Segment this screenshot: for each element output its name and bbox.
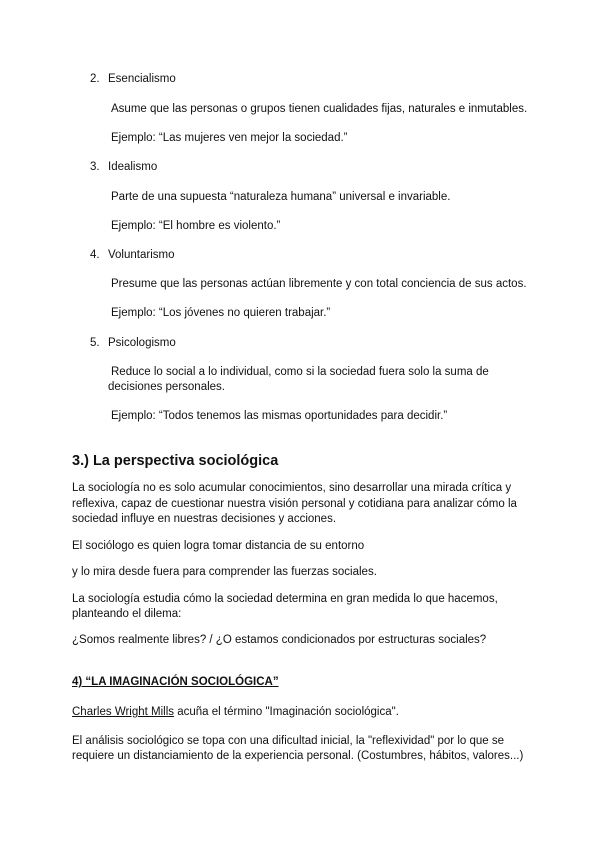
paragraph-line: sociedad influye en nuestras decisiones y acciones. [72, 513, 337, 525]
section-heading: 4) “LA IMAGINACIÓN SOCIOLÓGICA” [72, 676, 279, 688]
author-text: acuña el término "Imaginación sociológica". [174, 706, 399, 718]
list-item-example: Ejemplo: “Las mujeres ven mejor la sociedad.” [111, 132, 348, 144]
list-item-description: Reduce lo social a lo individual, como si la sociedad fuera solo la suma de [111, 366, 489, 378]
author-name: Charles Wright Mills [72, 706, 175, 718]
list-number: 2. [90, 73, 100, 85]
paragraph: y lo mira desde fuera para comprender las fuerzas sociales. [72, 566, 377, 578]
paragraph-line: La sociología estudia cómo la sociedad determina en gran medida lo que hacemos, [72, 593, 498, 605]
paragraph-line: requiere un distanciamiento de la experiencia personal. (Costumbres, hábitos, valores...) [72, 750, 524, 762]
list-number: 5. [90, 337, 100, 349]
paragraph-line: reflexiva, capaz de cuestionar nuestra visión personal y cotidiana para analizar cómo la [72, 498, 517, 510]
question-paragraph: ¿Somos realmente libres? / ¿O estamos condicionados por estructuras sociales? [72, 634, 487, 646]
list-item-example: Ejemplo: “Los jóvenes no quieren trabajar.” [111, 307, 331, 319]
author-paragraph [72, 704, 399, 720]
paragraph-line: La sociología no es solo acumular conocimientos, sino desarrollar una mirada crítica y [72, 482, 512, 494]
paragraph-line: planteando el dilema: [72, 608, 182, 620]
list-number: 4. [90, 249, 100, 261]
list-item-example: Ejemplo: “Todos tenemos las mismas oportunidades para decidir.” [111, 410, 448, 422]
list-number: 3. [90, 161, 100, 173]
paragraph: El sociólogo es quien logra tomar distancia de su entorno [72, 540, 365, 552]
section-heading: 3.) La perspectiva sociológica [72, 453, 279, 469]
list-item-title: Esencialismo [108, 73, 176, 85]
list-item-title: Psicologismo [108, 337, 176, 349]
list-item-description: decisiones personales. [108, 381, 225, 393]
list-item-description: Parte de una supuesta “naturaleza humana” universal e invariable. [111, 191, 451, 203]
list-item-description: Presume que las personas actúan libremente y con total conciencia de sus actos. [111, 278, 527, 290]
list-item-title: Voluntarismo [108, 249, 175, 261]
paragraph-line: El análisis sociológico se topa con una dificultad inicial, la "reflexividad" por lo que se [72, 735, 504, 747]
list-item-example: Ejemplo: “El hombre es violento.” [111, 220, 281, 232]
list-item-title: Idealismo [108, 161, 158, 173]
list-item-description: Asume que las personas o grupos tienen cualidades fijas, naturales e inmutables. [111, 103, 528, 115]
